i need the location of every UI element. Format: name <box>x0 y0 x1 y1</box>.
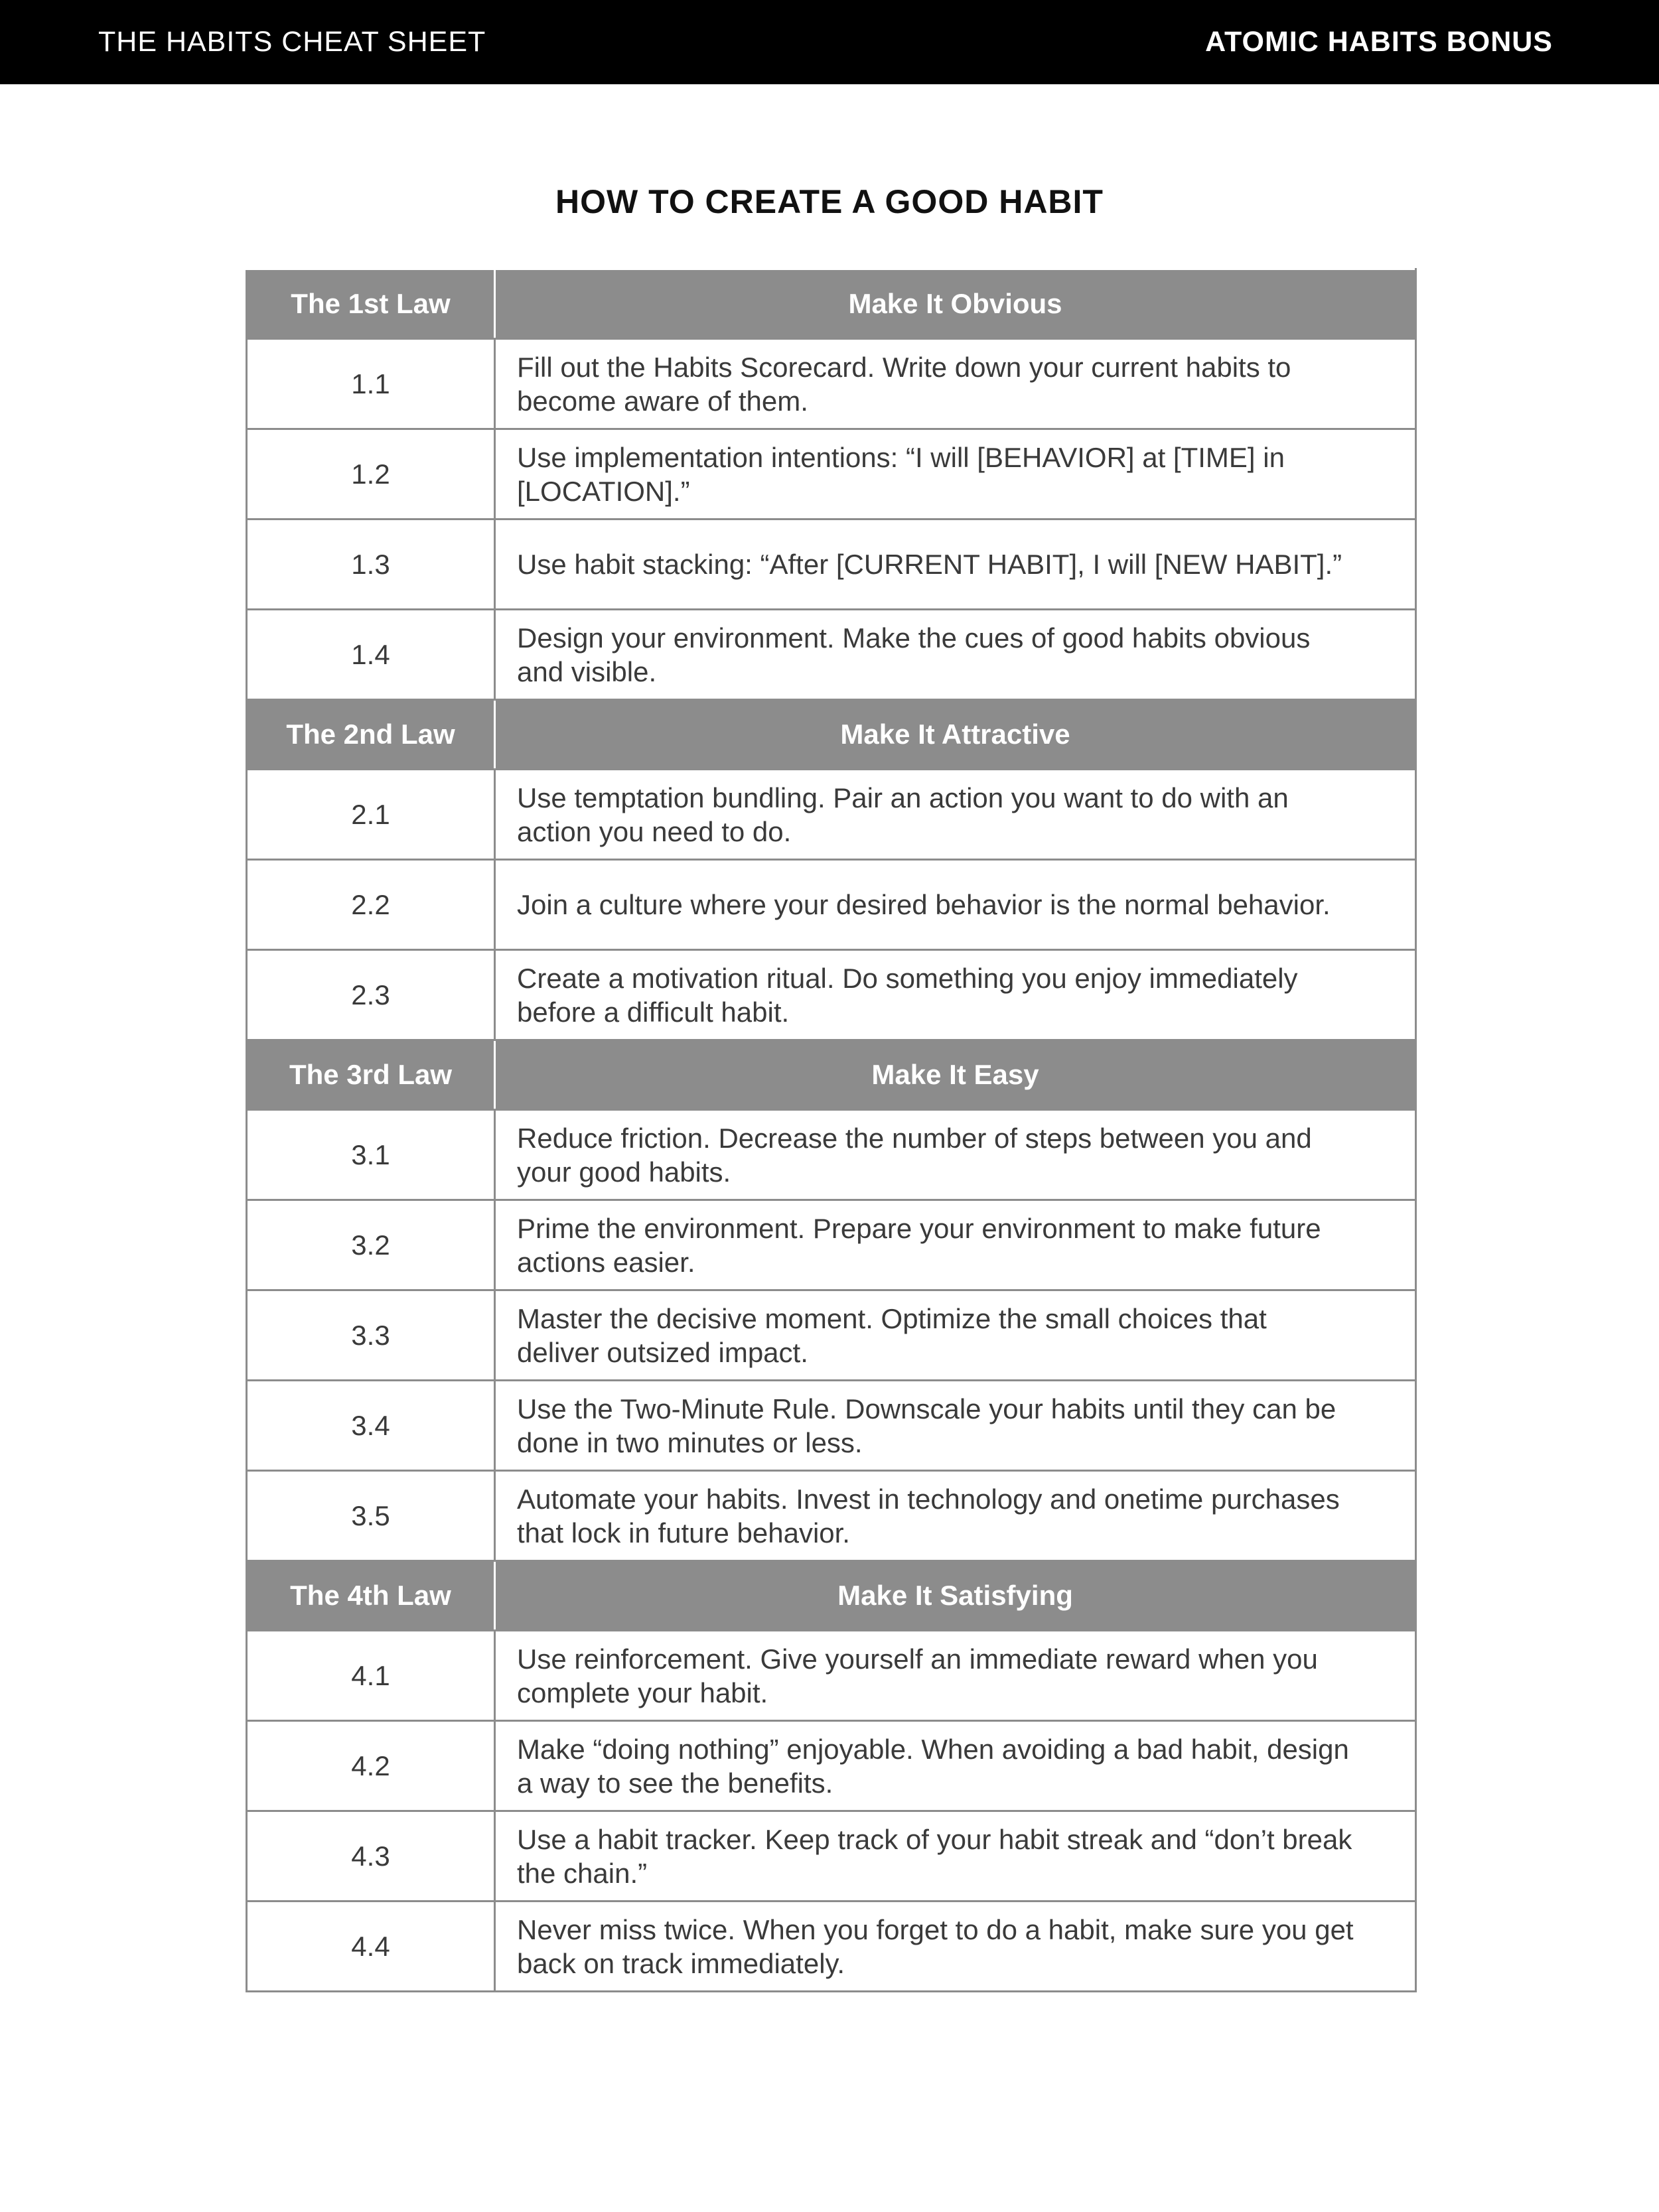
table-row <box>247 1110 1416 1200</box>
law-header-row <box>247 700 1416 770</box>
law-header-row <box>247 1561 1416 1631</box>
item-number: 4.3 <box>247 1811 495 1901</box>
table-row <box>247 1200 1416 1290</box>
table-row <box>247 1381 1416 1471</box>
law-name: The 4th Law <box>247 1561 495 1631</box>
item-description: Use the Two-Minute Rule. Downscale your habits until they can be done in two minutes or less. <box>495 1381 1416 1471</box>
item-number: 4.4 <box>247 1901 495 1992</box>
table-row <box>247 429 1416 519</box>
item-number: 3.2 <box>247 1200 495 1290</box>
law-rule: Make It Easy <box>495 1040 1416 1110</box>
item-number: 4.1 <box>247 1631 495 1721</box>
law-rule: Make It Attractive <box>495 700 1416 770</box>
item-description: Use a habit tracker. Keep track of your habit streak and “don’t break the chain.” <box>495 1811 1416 1901</box>
table-row <box>247 1471 1416 1561</box>
item-number: 3.4 <box>247 1381 495 1471</box>
item-number: 1.4 <box>247 610 495 700</box>
law-header-row <box>247 1040 1416 1110</box>
item-number: 4.2 <box>247 1721 495 1811</box>
item-description: Create a motivation ritual. Do something you enjoy immediately before a difficult habit. <box>495 950 1416 1040</box>
item-description: Master the decisive moment. Optimize the small choices that deliver outsized impact. <box>495 1290 1416 1381</box>
table-row <box>247 950 1416 1040</box>
law-rule: Make It Obvious <box>495 269 1416 339</box>
header-right-title: ATOMIC HABITS BONUS <box>1205 26 1553 58</box>
page-title: HOW TO CREATE A GOOD HABIT <box>555 183 1104 220</box>
item-description: Use habit stacking: “After [CURRENT HABIT], I will [NEW HABIT].” <box>495 519 1416 610</box>
table-row <box>247 339 1416 429</box>
table-row <box>247 1901 1416 1992</box>
table-row <box>247 1290 1416 1381</box>
item-number: 3.5 <box>247 1471 495 1561</box>
law-name: The 2nd Law <box>247 700 495 770</box>
table-row <box>247 610 1416 700</box>
table-row <box>247 1811 1416 1901</box>
item-number: 2.2 <box>247 860 495 950</box>
item-description: Fill out the Habits Scorecard. Write down your current habits to become aware of them. <box>495 339 1416 429</box>
table-row <box>247 770 1416 860</box>
item-number: 2.1 <box>247 770 495 860</box>
item-description: Prime the environment. Prepare your environment to make future actions easier. <box>495 1200 1416 1290</box>
table-row <box>247 860 1416 950</box>
item-number: 3.3 <box>247 1290 495 1381</box>
law-rule: Make It Satisfying <box>495 1561 1416 1631</box>
item-description: Reduce friction. Decrease the number of steps between you and your good habits. <box>495 1110 1416 1200</box>
law-name: The 1st Law <box>247 269 495 339</box>
item-number: 3.1 <box>247 1110 495 1200</box>
law-header-row <box>247 269 1416 339</box>
table-row <box>247 1721 1416 1811</box>
item-description: Use reinforcement. Give yourself an immediate reward when you complete your habit. <box>495 1631 1416 1721</box>
item-description: Make “doing nothing” enjoyable. When avoiding a bad habit, design a way to see the benefits. <box>495 1721 1416 1811</box>
item-number: 2.3 <box>247 950 495 1040</box>
item-description: Use implementation intentions: “I will [BEHAVIOR] at [TIME] in [LOCATION].” <box>495 429 1416 519</box>
table-row <box>247 519 1416 610</box>
item-description: Automate your habits. Invest in technology and onetime purchases that lock in future behavior. <box>495 1471 1416 1561</box>
law-name: The 3rd Law <box>247 1040 495 1110</box>
table-row <box>247 1631 1416 1721</box>
item-description: Join a culture where your desired behavior is the normal behavior. <box>495 860 1416 950</box>
header-left-title: THE HABITS CHEAT SHEET <box>98 26 486 58</box>
item-number: 1.2 <box>247 429 495 519</box>
header-bar <box>0 0 1659 84</box>
item-number: 1.1 <box>247 339 495 429</box>
item-number: 1.3 <box>247 519 495 610</box>
item-description: Design your environment. Make the cues of good habits obvious and visible. <box>495 610 1416 700</box>
item-description: Use temptation bundling. Pair an action you want to do with an action you need to do. <box>495 770 1416 860</box>
habits-table <box>246 268 1417 1992</box>
item-description: Never miss twice. When you forget to do a habit, make sure you get back on track immediately. <box>495 1901 1416 1992</box>
